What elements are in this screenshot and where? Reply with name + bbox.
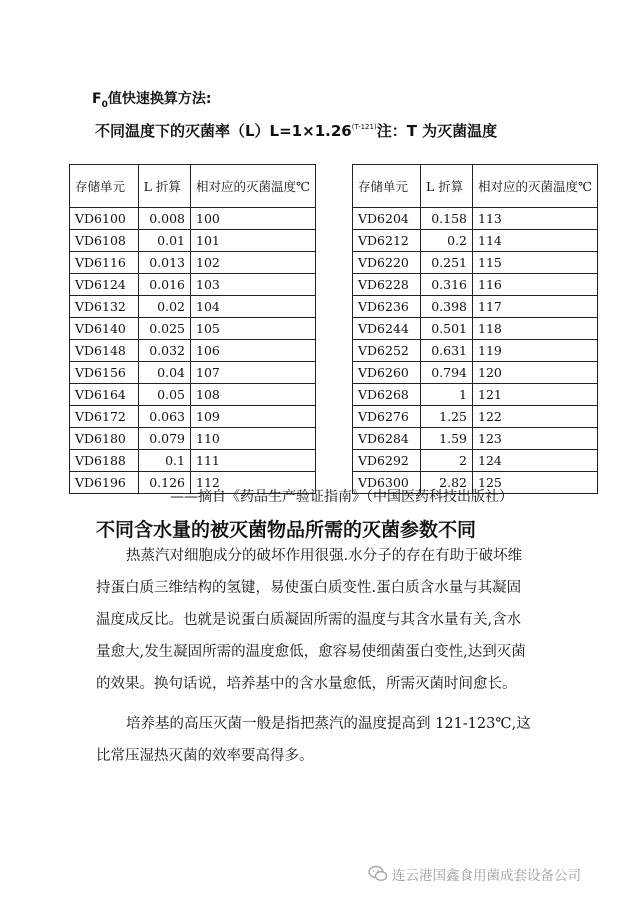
cell-unit: VD6252 xyxy=(353,340,421,362)
table-row xyxy=(70,340,316,362)
cell-l-value: 0.158 xyxy=(420,208,472,230)
table-row xyxy=(353,318,598,340)
cell-unit: VD6220 xyxy=(353,252,421,274)
table-row xyxy=(353,208,598,230)
cell-temperature: 116 xyxy=(473,274,598,296)
cell-l-value: 0.013 xyxy=(138,252,190,274)
cell-unit: VD6300 xyxy=(353,472,421,494)
table-row xyxy=(70,450,316,472)
cell-l-value: 0.251 xyxy=(420,252,472,274)
conversion-table-left xyxy=(69,164,316,494)
cell-l-value: 1 xyxy=(420,384,472,406)
table-row xyxy=(353,274,598,296)
cell-temperature: 115 xyxy=(473,252,598,274)
table-row xyxy=(353,406,598,428)
paragraph-line: 比常压湿热灭菌的效率要高得多。 xyxy=(96,748,314,764)
table-row xyxy=(353,230,598,252)
paragraph-line: 持蛋白质三维结构的氢键，易使蛋白质变性.蛋白质含水量与其凝固 xyxy=(96,580,522,596)
cell-unit: VD6140 xyxy=(70,318,139,340)
cell-temperature: 120 xyxy=(473,362,598,384)
cell-temperature: 124 xyxy=(473,450,598,472)
f0-method-title: $F_0$值快速换算方法: xyxy=(92,91,212,110)
cell-l-value: 0.032 xyxy=(138,340,190,362)
cell-unit: VD6132 xyxy=(70,296,139,318)
table-row xyxy=(353,450,598,472)
paragraph-line: 热蒸汽对细胞成分的破坏作用很强.水分子的存在有助于破坏维 xyxy=(126,548,523,564)
cell-unit: VD6268 xyxy=(353,384,421,406)
table-header-row xyxy=(353,165,598,208)
cell-l-value: 0.025 xyxy=(138,318,190,340)
cell-l-value: 0.016 xyxy=(138,274,190,296)
cell-l-value: 0.398 xyxy=(420,296,472,318)
cell-unit: VD6196 xyxy=(70,472,139,494)
cell-l-value: 0.063 xyxy=(138,406,190,428)
cell-temperature: 112 xyxy=(191,472,316,494)
paragraph-line: 量愈大,发生凝固所需的温度愈低，愈容易使细菌蛋白变性,达到灭菌 xyxy=(96,644,526,660)
cell-l-value: 0.126 xyxy=(138,472,190,494)
table-row xyxy=(70,384,316,406)
cell-l-value: 0.01 xyxy=(138,230,190,252)
cell-temperature: 103 xyxy=(191,274,316,296)
sterilization-rate-formula: 不同温度下的灭菌率$(L)L=1\times 1.26^{(T-121)}$注：T 为灭菌温度 xyxy=(95,122,498,140)
table-row xyxy=(70,230,316,252)
cell-temperature: 119 xyxy=(473,340,598,362)
cell-unit: VD6244 xyxy=(353,318,421,340)
cell-l-value: 0.008 xyxy=(138,208,190,230)
table-row xyxy=(70,406,316,428)
cell-l-value: 1.25 xyxy=(420,406,472,428)
cell-unit: VD6116 xyxy=(70,252,139,274)
cell-unit: VD6108 xyxy=(70,230,139,252)
cell-unit: VD6284 xyxy=(353,428,421,450)
cell-temperature: 107 xyxy=(191,362,316,384)
cell-l-value: 0.2 xyxy=(420,230,472,252)
paragraph-line: 温度成反比。也就是说蛋白质凝固所需的温度与其含水量有关,含水 xyxy=(96,612,522,628)
header-cell-temperature: 相对应的灭菌温度℃ xyxy=(473,165,598,208)
cell-temperature: 106 xyxy=(191,340,316,362)
table-row xyxy=(70,296,316,318)
table-row xyxy=(70,428,316,450)
cell-l-value: 1.59 xyxy=(420,428,472,450)
cell-unit: VD6172 xyxy=(70,406,139,428)
formula-note: 注：T 为灭菌温度 xyxy=(376,122,498,140)
conversion-table-right xyxy=(352,164,598,494)
watermark xyxy=(368,864,581,884)
table-row xyxy=(353,340,598,362)
cell-l-value: 0.04 xyxy=(138,362,190,384)
table-row xyxy=(70,274,316,296)
cell-temperature: 104 xyxy=(191,296,316,318)
cell-unit: VD6204 xyxy=(353,208,421,230)
cell-temperature: 117 xyxy=(473,296,598,318)
cell-unit: VD6180 xyxy=(70,428,139,450)
cell-unit: VD6100 xyxy=(70,208,139,230)
table-row xyxy=(353,362,598,384)
cell-l-value: 0.794 xyxy=(420,362,472,384)
table-row xyxy=(70,362,316,384)
header-cell-l-conversion: L 折算 xyxy=(138,165,190,208)
header-cell-temperature: 相对应的灭菌温度℃ xyxy=(191,165,316,208)
header-cell-storage-unit: 存储单元 xyxy=(353,165,421,208)
cell-l-value: 0.079 xyxy=(138,428,190,450)
cell-l-value: 2.82 xyxy=(420,472,472,494)
cell-temperature: 110 xyxy=(191,428,316,450)
table-row xyxy=(353,252,598,274)
cell-temperature: 118 xyxy=(473,318,598,340)
table-row xyxy=(353,428,598,450)
cell-l-value: 0.02 xyxy=(138,296,190,318)
cell-unit: VD6164 xyxy=(70,384,139,406)
watermark-text: 连云港国鑫食用菌成套设备公司 xyxy=(392,868,581,884)
paragraph-line: 培养基的高压灭菌一般是指把蒸汽的温度提高到 121-123℃,这 xyxy=(126,716,531,732)
cell-temperature: 122 xyxy=(473,406,598,428)
cell-temperature: 125 xyxy=(473,472,598,494)
table-header-row xyxy=(70,165,316,208)
cell-temperature: 108 xyxy=(191,384,316,406)
cell-unit: VD6236 xyxy=(353,296,421,318)
cell-l-value: 0.1 xyxy=(138,450,190,472)
header-cell-storage-unit: 存储单元 xyxy=(70,165,139,208)
table-row xyxy=(353,384,598,406)
cell-unit: VD6260 xyxy=(353,362,421,384)
cell-temperature: 111 xyxy=(191,450,316,472)
formula-exponent: (T-121) xyxy=(351,123,377,131)
cell-temperature: 102 xyxy=(191,252,316,274)
cell-temperature: 100 xyxy=(191,208,316,230)
cell-unit: VD6276 xyxy=(353,406,421,428)
paragraph-2 xyxy=(96,708,546,772)
table-row xyxy=(70,208,316,230)
cell-temperature: 121 xyxy=(473,384,598,406)
cell-l-value: 0.631 xyxy=(420,340,472,362)
paragraph-1 xyxy=(96,540,546,700)
section-heading: 不同含水量的被灭菌物品所需的灭菌参数不同 xyxy=(96,519,477,541)
cell-unit: VD6188 xyxy=(70,450,139,472)
cell-l-value: 2 xyxy=(420,450,472,472)
cell-l-value: 0.316 xyxy=(420,274,472,296)
cell-unit: VD6212 xyxy=(353,230,421,252)
source-citation: ——摘自《药品生产验证指南》（中国医药科技出版社） xyxy=(170,489,513,505)
table-row xyxy=(70,252,316,274)
cell-l-value: 0.05 xyxy=(138,384,190,406)
wechat-icon xyxy=(368,865,388,883)
cell-l-value: 0.501 xyxy=(420,318,472,340)
cell-unit: VD6148 xyxy=(70,340,139,362)
cell-unit: VD6124 xyxy=(70,274,139,296)
cell-temperature: 105 xyxy=(191,318,316,340)
cell-temperature: 113 xyxy=(473,208,598,230)
cell-temperature: 123 xyxy=(473,428,598,450)
cell-unit: VD6228 xyxy=(353,274,421,296)
cell-temperature: 109 xyxy=(191,406,316,428)
cell-temperature: 114 xyxy=(473,230,598,252)
cell-unit: VD6156 xyxy=(70,362,139,384)
table-row xyxy=(353,296,598,318)
paragraph-line: 的效果。换句话说，培养基中的含水量愈低，所需灭菌时间愈长。 xyxy=(96,676,517,692)
table-row xyxy=(70,318,316,340)
cell-temperature: 101 xyxy=(191,230,316,252)
header-cell-l-conversion: L 折算 xyxy=(420,165,472,208)
cell-unit: VD6292 xyxy=(353,450,421,472)
